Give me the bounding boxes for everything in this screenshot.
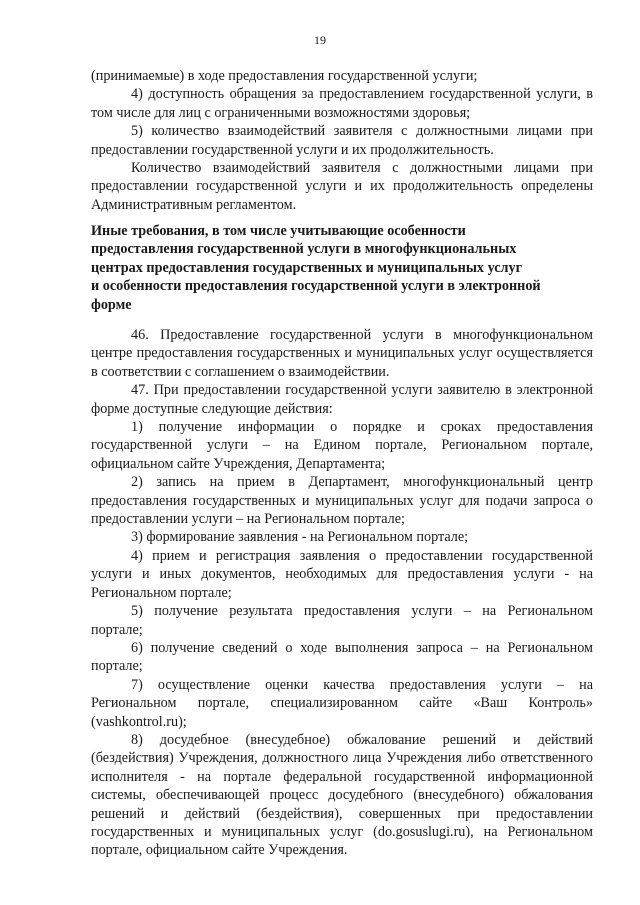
paragraph-item-4: 4) доступность обращения за предоставлением государственной услуги, в том числе для лиц с ограниченными возможностями здоровья;: [91, 86, 593, 121]
heading-line: Иные требования, в том числе учитывающие особенности: [91, 223, 466, 239]
heading-line: центрах предоставления государственных и муниципальных услуг: [91, 259, 523, 276]
paragraph-47-item-4: 4) прием и регистрация заявления о предоставлении государственной услуги и иных документов, необходимых для предоставления услуги - на Региональном портале;: [91, 547, 593, 601]
paragraph-47: 47. При предоставлении государственной услуги заявителю в электронной форме доступные следующие действия:: [91, 382, 593, 417]
heading-line: и особенности предоставления государственной услуги в электронной: [91, 278, 541, 295]
top-section: [91, 67, 593, 214]
paragraph-47-item-7: 7) осуществление оценки качества предоставления услуги – на Региональном портале, специализированном сайте «Ваш Контроль» (vashkontrol.ru);: [91, 676, 593, 730]
paragraph-item-5: 5) количество взаимодействий заявителя с должностными лицами при предоставлении государственной услуги и их продолжительность.: [91, 123, 593, 158]
paragraph-continuation: (принимаемые) в ходе предоставления государственной услуги;: [91, 68, 478, 84]
page-number: 19: [314, 33, 326, 47]
paragraph-47-item-5: 5) получение результата предоставления услуги – на Региональном портале;: [91, 603, 593, 638]
paragraph-47-item-1: 1) получение информации о порядке и сроках предоставления государственной услуги – на Едином портале, Региональном портале, официальном сайте Учреждения, Департамента;: [91, 419, 593, 472]
paragraph-47-item-2: 2) запись на прием в Департамент, многофункциональный центр предоставления государственных и муниципальных услуг для подачи запроса о предоставлении услуги – на Региональном портале;: [91, 474, 593, 528]
paragraph-interactions: Количество взаимодействий заявителя с должностными лицами при предоставлении государственной услуги и их продолжительность определены Административным регламентом.: [91, 160, 593, 213]
heading-line: предоставления государственной услуги в многофункциональных: [91, 241, 517, 258]
body-section: [91, 326, 593, 860]
paragraph-47-item-6: 6) получение сведений о ходе выполнения запроса – на Региональном портале;: [91, 639, 593, 675]
paragraph-47-item-3: 3) формирование заявления - на Региональном портале;: [131, 529, 469, 546]
section-heading: [91, 222, 593, 314]
heading-text: [91, 222, 593, 314]
heading-line: форме: [91, 296, 132, 313]
paragraph-47-item-8: 8) досудебное (внесудебное) обжалование решений и действий (бездействия) Учреждения, должностного лица Учреждения либо ответственного исполнителя - на портале федеральной государственной информационной системы, обеспечивающей процесс досудебного (внесудебного) обжалования решений и действий (бездействия), совершенных при предоставлении государственных и муниципальных услуг (do.gosuslugi.ru), на Региональном портале, официальном сайте Учреждения.: [91, 731, 593, 859]
paragraph-46: 46. Предоставление государственной услуги в многофункциональном центре предоставления государственных и муниципальных услуг осуществляется в соответствии с соглашением о взаимодействии.: [91, 327, 593, 380]
